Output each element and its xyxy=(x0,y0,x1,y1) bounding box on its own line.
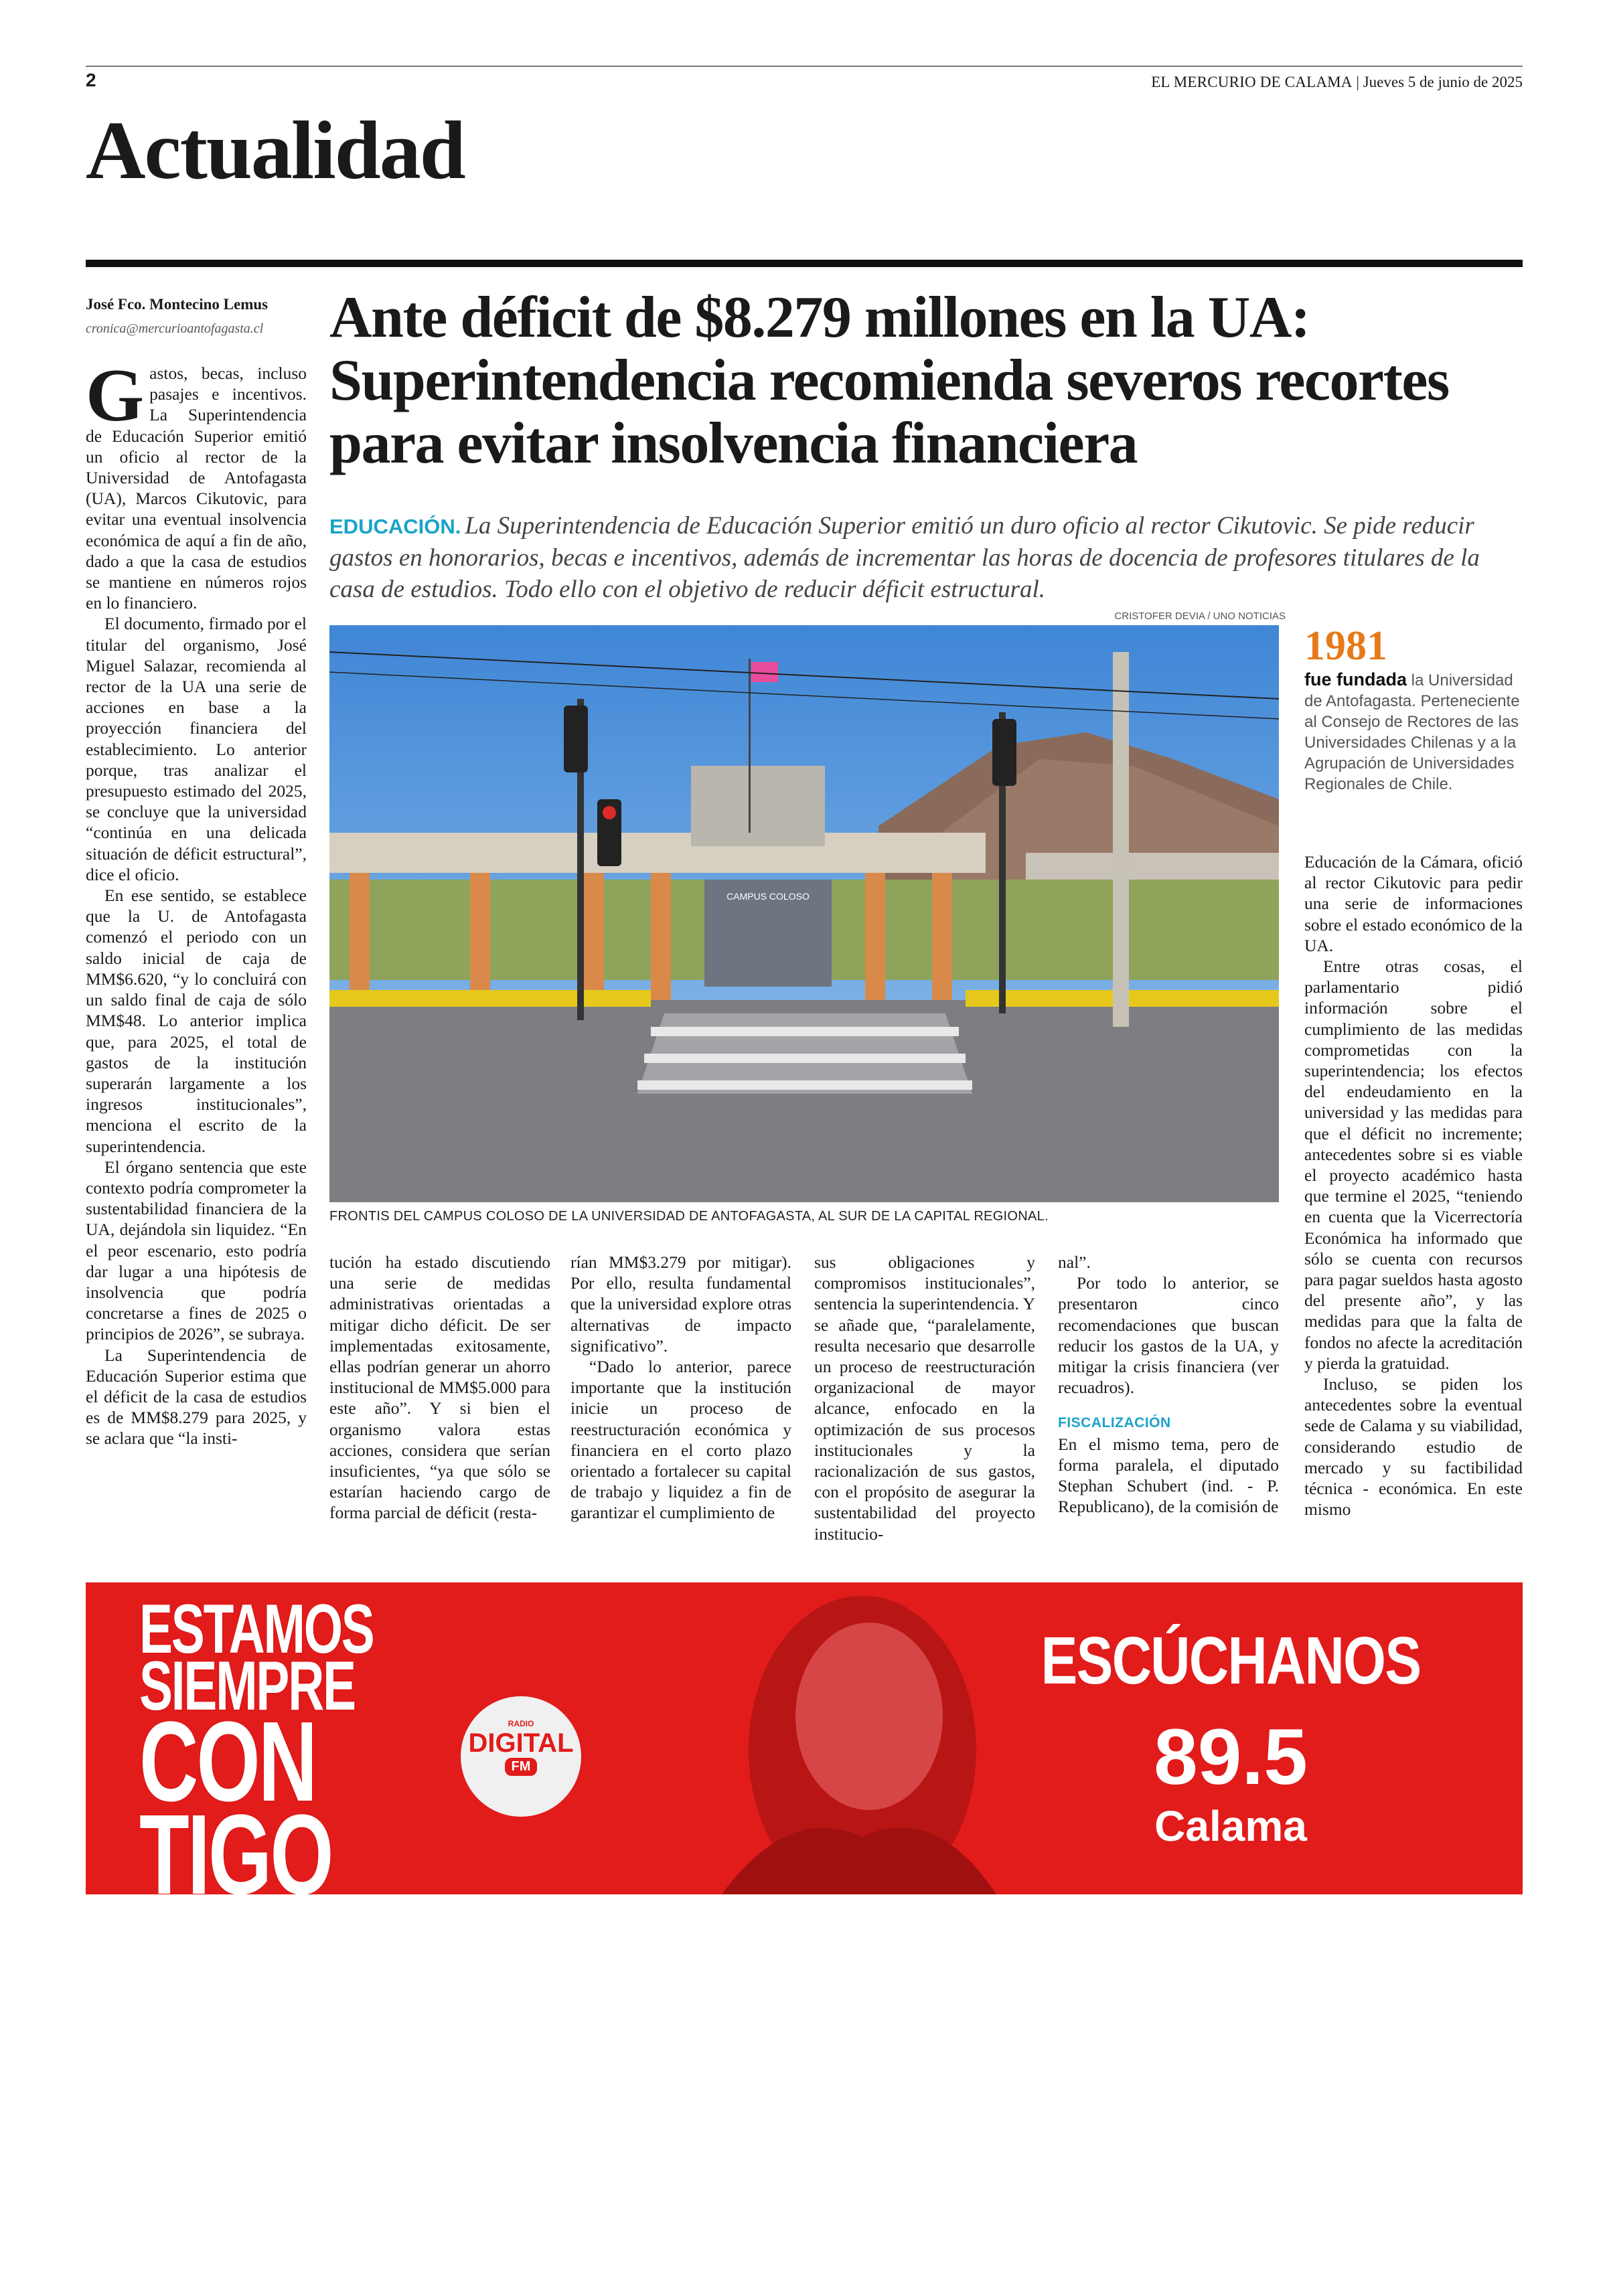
dek-text: La Superintendencia de Educación Superior emitió un duro oficio al rector Cikutovic. Se pide reducir gastos en honorarios, becas e incentivos, además de incrementar las horas de docencia de profesores titulares de la casa de estudios. Todo ello con el objetivo de reducir déficit estructural. xyxy=(329,512,1480,603)
article-dek xyxy=(329,510,1508,605)
fact-text xyxy=(1304,669,1523,795)
ad-call-to-action xyxy=(996,1623,1465,1851)
article-photo xyxy=(329,625,1279,1202)
fact-lead: fue fundada xyxy=(1304,669,1407,689)
paragraph: El órgano sentencia que este contexto podría comprometer la sustentabilidad financiera de la UA, dejándola sin liquidez. “En el peor escenario, esto podría dar lugar a una hipótesis de insolvencia que podría concretarse a fines de 2025 o principios de 2026”, se subraya. xyxy=(86,1157,307,1344)
campus-sign: CAMPUS COLOSO xyxy=(726,891,810,902)
paragraph: En el mismo tema, pero de forma paralela, el diputado Stephan Schubert (ind. - P. Republicano), de la comisión de xyxy=(1058,1434,1279,1517)
author-name: José Fco. Montecino Lemus xyxy=(86,296,269,313)
ad-frequency: 89.5 xyxy=(1154,1713,1308,1801)
campus-gate-illustration xyxy=(329,625,1279,1202)
drop-cap: G xyxy=(86,354,145,437)
slogan-line-2: SIEMPRE xyxy=(139,1647,355,1726)
section-rule xyxy=(86,260,1523,267)
paragraph: El documento, firmado por el titular del organismo, José Miguel Salazar, recomienda al rector de la UA una serie de acciones en base a la proyección financiera del establecimiento. Lo anterior porque, tras analizar el presupuesto estimado del 2025, se concluye que la universidad “continúa en una delicada situación de déficit estructural”, dice el oficio. xyxy=(86,614,307,884)
article-column-4 xyxy=(814,1252,1035,1544)
article-column-1 xyxy=(86,354,307,1449)
author-email[interactable]: cronica@mercurioantofagasta.cl xyxy=(86,321,264,336)
paragraph xyxy=(86,354,307,613)
paragraph: nal”. xyxy=(1058,1252,1091,1272)
radio-advertisement[interactable] xyxy=(86,1582,1523,1894)
paragraph: En ese sentido, se establece que la U. de Antofagasta comenzó el periodo con un saldo inicial de caja de MM$6.620, “y lo concluirá con un saldo final de caja de sólo MM$48. Lo anterior implica que, para 2025, el total de gastos de la institución superarán largamente a los ingresos institucionales”, menciona el escrito de la superintendencia. xyxy=(86,886,307,1156)
photo-caption: FRONTIS DEL CAMPUS COLOSO DE LA UNIVERSIDAD DE ANTOFAGASTA, AL SUR DE LA CAPITAL REGIONAL. xyxy=(329,1209,1049,1224)
paragraph: tución ha estado discutiendo una serie de medidas administrativas orientadas a mitigar dicho déficit. De ser implementadas exitosamente, ellas podrían generar un ahorro institucional de MM$5.000 para este año”. Y si bien el organismo valora estas acciones, considera que serían insuficientes, “ya que sólo se estarían haciendo cargo de forma parcial de déficit (resta- xyxy=(329,1252,550,1523)
paragraph: Entre otras cosas, el parlamentario pidió información sobre el cumplimiento de las medidas comprometidas con la superintendencia; los efectos del endeudamiento en la universidad y las medidas para que el déficit no incremente; antecedentes sobre si es viable el proyecto académico hasta que termine el 2025, “teniendo en cuenta que la Vicerrectoría Económica ha informado que sólo se cuenta con recursos para pagar sueldos hasta agosto del presente año”, y las medidas para que la falta de fondos no afecte la acreditación y pierda la gratuidad. xyxy=(1304,957,1523,1373)
logo-digital-label: DIGITAL xyxy=(468,1728,574,1758)
paragraph: sus obligaciones y compromisos institucionales”, sentencia la superintendencia. Y se añade que, “paralelamente, resulta necesario que desarrolle un proceso de reestructuración organizacional de mayor alcance, enfocado en la optimización de sus procesos institucionales y la racionalización de sus gastos, con el propósito de asegurar la sustentabilidad del proyecto institucio- xyxy=(814,1252,1035,1544)
page-number: 2 xyxy=(86,70,96,90)
paragraph: Educación de la Cámara, ofició al rector Cikutovic para pedir una serie de informaciones sobre el estado económico de la UA. xyxy=(1304,852,1523,955)
slogan-line-1: ESTAMOS xyxy=(139,1590,374,1668)
ad-cta-text: ESCÚCHANOS xyxy=(1041,1623,1421,1698)
issue-date: Jueves 5 de junio de 2025 xyxy=(1363,74,1523,90)
logo-fm-label: FM xyxy=(505,1758,538,1776)
slogan-line-4: TIGO xyxy=(139,1791,332,1894)
fact-body: la Universidad de Antofagasta. Perteneciente al Consejo de Rectores de las Universidades Chilenas y a la Agrupación de Universidades Regionales de Chile. xyxy=(1304,671,1520,793)
section-title: Actualidad xyxy=(86,104,465,196)
masthead xyxy=(1151,74,1523,91)
paragraph: Por todo lo anterior, se presentaron cinco recomendaciones que buscan reducir los gastos de la UA, y mitigar la crisis financiera (ver recuadros). xyxy=(1058,1273,1279,1398)
ad-city: Calama xyxy=(1154,1802,1307,1850)
photo-credit: CRISTOFER DEVIA / UNO NOTICIAS xyxy=(1114,610,1286,622)
article-column-2 xyxy=(329,1252,550,1524)
ad-slogan xyxy=(139,1590,465,1894)
subhead-fiscalizacion: FISCALIZACIÓN xyxy=(1058,1415,1171,1431)
logo-radio-label: RADIO xyxy=(508,1719,534,1728)
paragraph: Incluso, se piden los antecedentes sobre la eventual sede de Calama y su viabilidad, considerando estudio de mercado y su factibilidad técnica - económica. En este mismo xyxy=(1304,1374,1523,1520)
paragraph: La Superintendencia de Educación Superior estima que el déficit de la casa de estudios es de MM$8.279 para 2025, y se aclara que “la insti- xyxy=(86,1345,307,1449)
top-rule xyxy=(86,66,1523,67)
slogan-line-3: CON xyxy=(139,1698,316,1825)
newspaper-name: EL MERCURIO DE CALAMA xyxy=(1151,74,1353,90)
masthead-divider: | xyxy=(1356,74,1363,90)
paragraph-text: astos, becas, incluso pasajes e incentivos. La Superintendencia de Educación Superior emitió un oficio al rector de la Universidad de Antofagasta (UA), Marcos Cikutovic, para evitar una eventual insolvencia económica de aquí a fin de año, dado a que la casa de estudios se mantiene en números rojos en lo financiero. xyxy=(86,363,307,613)
article-column-5 xyxy=(1058,1252,1279,1517)
article-headline: Ante déficit de $8.279 millones en la UA: Superintendencia recomienda severos recortes para evitar insolvencia financiera xyxy=(329,285,1449,476)
article-column-3 xyxy=(570,1252,791,1524)
paragraph: “Dado lo anterior, parece importante que la institución inicie un proceso de reestructuración económica y financiera en el corto plazo orientado a fortalecer su capital de trabajo y liquidez a fin de garantizar el cumplimiento de xyxy=(570,1357,791,1523)
article-column-6 xyxy=(1304,851,1523,1520)
fact-number: 1981 xyxy=(1304,623,1387,669)
dek-tag: EDUCACIÓN. xyxy=(329,515,461,538)
paragraph: rían MM$3.279 por mitigar). Por ello, resulta fundamental que la universidad explore otras alternativas de impacto significativo”. xyxy=(570,1252,791,1356)
radio-logo xyxy=(461,1696,581,1817)
